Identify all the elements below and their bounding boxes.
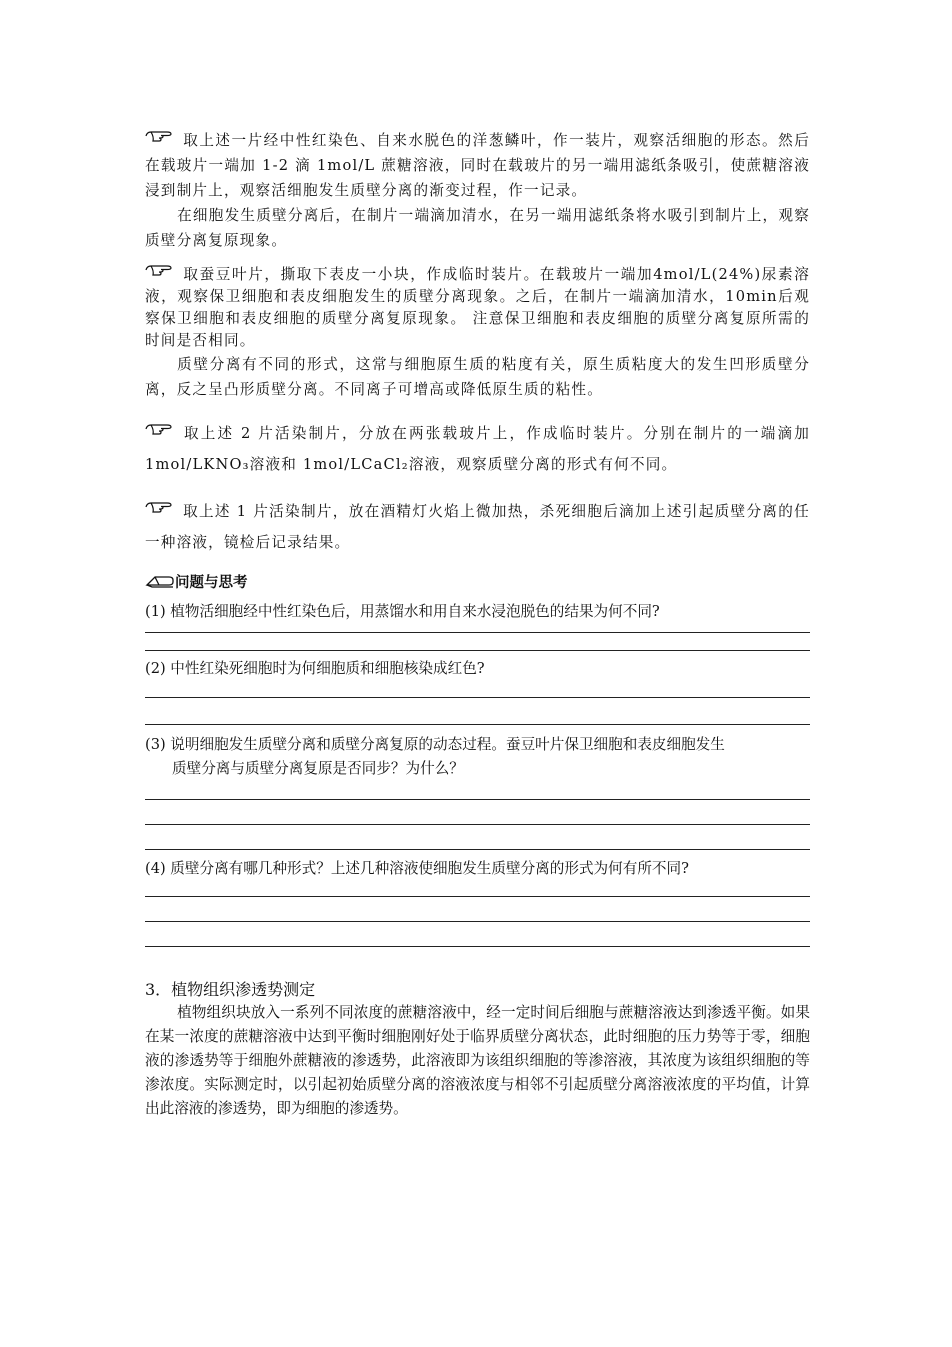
step-4-text	[145, 496, 810, 558]
step-2-text	[145, 263, 810, 352]
pointing-hand-icon	[145, 129, 173, 143]
step-3-rest: 的一端滴加 1mol/LKNO₃溶液和 1mol/LCaCl₂溶液，观察质壁分离的形式有何不同。	[145, 425, 810, 473]
question-3b: 质壁分离与质壁分离复原是否同步？为什么？	[172, 760, 464, 777]
questions-heading	[145, 572, 810, 594]
question-1: (1) 植物活细胞经中性红染色后，用蒸馏水和用自来水浸泡脱色的结果为何不同?	[145, 603, 660, 620]
questions-heading-text: 问题与思考	[175, 575, 248, 591]
step-3-line1: 取上述 2 片活染制片，分放在两张载玻片上，作成临时装片。分别在制片	[183, 425, 728, 442]
document-body	[145, 128, 810, 1121]
step-2-rest: 4mol/L(24%)尿素溶液，观察保卫细胞和表皮细胞发生的质壁分离现象。之后，在制片一端滴加清水，10min后观察保卫细胞和表皮细胞的质壁分离复原现象。 注意保卫细胞和表皮细胞的质壁分离复原所需的时间是否相同。	[145, 266, 810, 349]
step-3-text	[145, 418, 810, 480]
pencil-hand-icon	[145, 573, 175, 589]
pointing-hand-icon	[145, 500, 173, 514]
section-3	[145, 979, 810, 1121]
step-2-para2: 质壁分离有不同的形式，这常与细胞原生质的粘度有关，原生质粘度大的发生凹形质壁分离，反之呈凸形质壁分离。不同离子可增高或降低原生质的粘性。	[145, 356, 810, 398]
pointing-hand-icon	[145, 422, 173, 436]
step-1-line1: 取上述一片经中性红染色、自来水脱色的洋葱鳞叶，作一装片，观察活细胞的	[183, 132, 730, 149]
step-2-line1: 取蚕豆叶片，撕取下表皮一小块，作成临时装片。在载玻片一端加	[183, 266, 654, 283]
step-1	[145, 128, 810, 253]
step-4	[145, 496, 810, 558]
section-3-body: 植物组织块放入一系列不同浓度的蔗糖溶液中，经一定时间后细胞与蔗糖溶液达到渗透平衡。如果在某一浓度的蔗糖溶液中达到平衡时细胞刚好处于临界质壁分离状态，此时细胞的压力势等于零，细胞液的渗透势等于细胞外蔗糖液的渗透势，此溶液即为该组织细胞的等渗溶液，其浓度为该组织细胞的等渗浓度。实际测定时，以引起初始质壁分离的溶液浓度与相邻不引起质壁分离溶液浓度的平均值，计算出此溶液的渗透势，即为细胞的渗透势。	[145, 1004, 810, 1117]
step-1-text	[145, 128, 810, 203]
question-2: (2) 中性红染死细胞时为何细胞质和细胞核染成红色?	[145, 660, 485, 677]
step-3	[145, 418, 810, 480]
section-3-title: 3．植物组织渗透势测定	[145, 980, 316, 999]
questions-section	[145, 572, 810, 947]
step-4-line1: 取上述 1 片活染制片，放在酒精灯火焰上微加热，杀死细胞后滴加上述引起质	[183, 503, 731, 520]
step-1-para2: 在细胞发生质壁分离后，在制片一端滴加清水，在另一端用滤纸条将水吸引到制片上，观察质壁分离复原现象。	[145, 207, 810, 249]
pointing-hand-icon	[145, 263, 173, 277]
step-4-rest: 壁分离的任一种溶液，镜检后记录结果。	[145, 503, 810, 551]
step-2	[145, 263, 810, 402]
question-3a: (3) 说明细胞发生质壁分离和质壁分离复原的动态过程。蚕豆叶片保卫细胞和表皮细胞发生	[145, 736, 725, 753]
question-4: (4) 质壁分离有哪几种形式？上述几种溶液使细胞发生质壁分离的形式为何有所不同?	[145, 860, 689, 877]
step-1-rest: 形态。然后在载玻片一端加 1-2 滴 1mol/L 蔗糖溶液，同时在载玻片的另一端用滤纸条吸引，使蔗糖溶液浸到制片上，观察活细胞发生质壁分离的渐变过程，作一记录。	[145, 132, 810, 199]
